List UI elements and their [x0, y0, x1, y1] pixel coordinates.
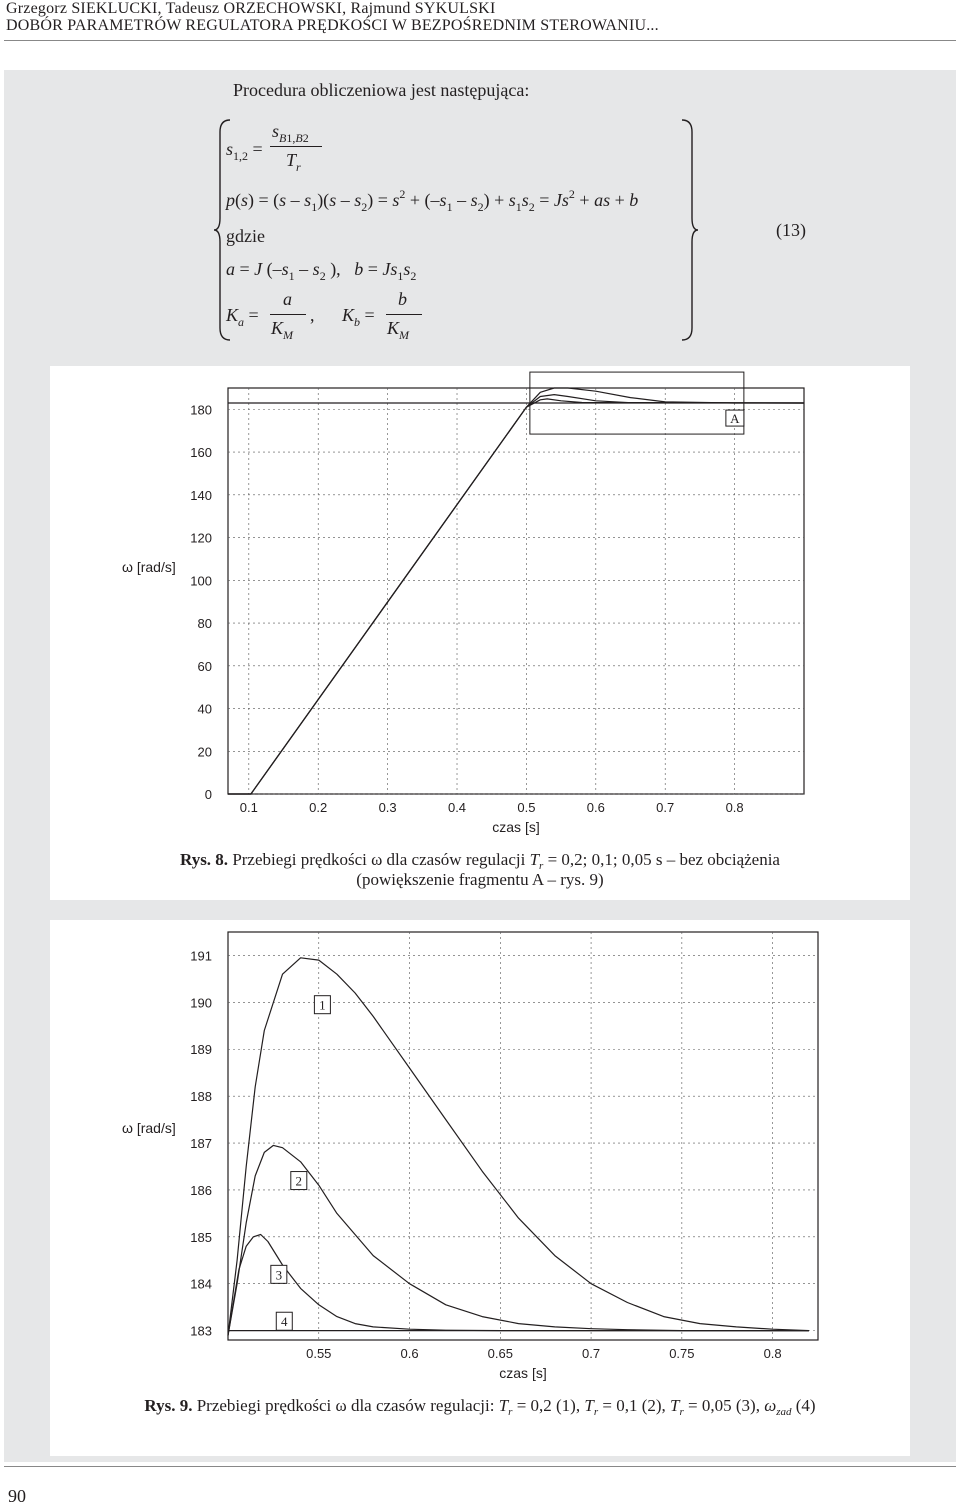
x-tick-label: 0.75: [669, 1346, 695, 1361]
running-header-authors: Grzegorz SIEKLUCKI, Tadeusz ORZECHOWSKI, Rajmund SYKULSKI: [6, 0, 496, 17]
series-line-3: [228, 1235, 809, 1336]
y-tick-label: 160: [190, 445, 212, 461]
y-tick-label: 187: [190, 1136, 212, 1152]
running-header-title: DOBÓR PARAMETRÓW REGULATORA PRĘDKOŚCI W BEZPOŚREDNIM STEROWANIU...: [6, 17, 659, 34]
plot-frame: [228, 932, 818, 1340]
y-tick-label: 186: [190, 1182, 212, 1198]
x-tick-label: 0.4: [447, 800, 467, 815]
curve-label: 4: [281, 1314, 288, 1330]
x-tick-label: 0.6: [586, 800, 605, 815]
x-tick-label: 0.8: [763, 1346, 782, 1361]
y-tick-label: 120: [190, 530, 212, 546]
x-tick-label: 0.6: [400, 1346, 419, 1361]
y-tick-label: 80: [197, 616, 212, 632]
y-tick-label: 100: [190, 573, 212, 589]
y-tick-label: 188: [190, 1089, 212, 1105]
eq-comma: ,: [310, 305, 315, 325]
figure-8-caption-values: = 0,2; 0,1; 0,05 s – bez obciążenia: [547, 850, 780, 869]
y-tick-label: 191: [190, 948, 212, 964]
series-line-1: [228, 958, 809, 1336]
y-tick-label: 180: [190, 402, 212, 418]
eq-kb-numerator: b: [398, 289, 407, 309]
y-axis-label: ω [rad/s]: [122, 559, 176, 575]
y-tick-label: 189: [190, 1042, 212, 1058]
eq-gdzie: gdzie: [226, 226, 265, 246]
series-line-1: [228, 388, 804, 794]
curve-label: 2: [295, 1173, 303, 1189]
curve-label: 1: [319, 997, 326, 1013]
zoom-label: A: [730, 411, 740, 427]
y-tick-label: 184: [190, 1276, 212, 1292]
x-tick-label: 0.8: [725, 800, 744, 815]
x-tick-label: 0.2: [309, 800, 328, 815]
figure-9-chart: [50, 920, 910, 1456]
y-tick-label: 40: [197, 701, 212, 717]
eq-ka-numerator: a: [283, 289, 292, 309]
x-tick-label: 0.5: [517, 800, 536, 815]
eq-characteristic-polynomial: $p(s) = (s - s_1)(s - s_2) = s^2 + (-s_1 - s_2) + s_1s_2 = Js^2$ + as + b: [226, 187, 639, 214]
equation-number: (13): [776, 220, 806, 240]
y-tick-label: 183: [190, 1323, 212, 1339]
figure-8-caption: Rys. 8. Przebiegi prędkości ω dla czasów regulacji $T_r = 0,2$; 0,1; 0,05 s – bez obciążenia (powiększenie fragmentu A – rys. 9): [180, 850, 780, 889]
y-axis-label: ω [rad/s]: [122, 1120, 176, 1136]
plot-frame: [228, 388, 804, 794]
right-brace-icon: [676, 118, 700, 342]
page-number: 90: [8, 1486, 26, 1506]
eq-s12-numerator: $s_{B1,B2}$: [272, 121, 309, 145]
y-tick-label: 20: [197, 744, 212, 760]
eq-kb: $K_b$ =: [342, 305, 375, 329]
x-tick-label: 0.55: [306, 1346, 332, 1361]
fraction-line: [386, 314, 422, 315]
eq-s12-denominator: $T_r$: [286, 150, 301, 174]
x-tick-label: 0.65: [487, 1346, 513, 1361]
figure-9-label: Rys. 9.: [144, 1396, 193, 1415]
eq-ka-denominator: $K_M$: [271, 318, 294, 342]
eq-ka: $K_a$ =: [226, 305, 259, 329]
x-tick-label: 0.7: [656, 800, 675, 815]
figure-8-caption-text: Przebiegi prędkości ω dla czasów regulacji: [232, 850, 526, 869]
figure-8: [50, 366, 910, 900]
x-axis-label: czas [s]: [492, 819, 540, 835]
x-tick-label: 0.1: [239, 800, 258, 815]
x-tick-label: 0.7: [582, 1346, 601, 1361]
curve-label: 3: [275, 1267, 283, 1283]
figure-8-caption-line2: (powiększenie fragmentu A – rys. 9): [356, 870, 604, 889]
eq-s12: $s_{1,2}$ =: [226, 139, 263, 163]
series-line-2: [228, 1145, 809, 1335]
y-tick-label: 190: [190, 995, 212, 1011]
figure-9: [50, 920, 910, 1456]
header-rule: [4, 40, 956, 41]
y-tick-label: 185: [190, 1229, 212, 1245]
x-tick-label: 0.3: [378, 800, 397, 815]
eq-a-b-definitions: a = J ($-s_1 - s_2$ ), $b = Js_1s_2$: [226, 259, 417, 283]
eq-kb-denominator: $K_M$: [387, 318, 410, 342]
x-axis-label: czas [s]: [499, 1365, 547, 1381]
y-tick-label: 60: [197, 658, 212, 674]
series-line-2: [228, 395, 804, 794]
fraction-line: [270, 314, 306, 315]
footer-rule: [4, 1466, 956, 1467]
intro-text: Procedura obliczeniowa jest następująca:: [233, 80, 530, 100]
fraction-line: [270, 146, 322, 147]
series-line-3: [228, 399, 804, 794]
y-tick-label: 140: [190, 487, 212, 503]
figure-8-label: Rys. 8.: [180, 850, 229, 869]
figure-8-chart: [50, 366, 910, 900]
figure-9-caption-text: Przebiegi prędkości ω dla czasów regulacji:: [196, 1396, 495, 1415]
figure-9-caption: Rys. 9. Przebiegi prędkości ω dla czasów regulacji: $T_r = 0,2$ (1), $T_r = 0,1$ (2), $T_r = 0,05$ (3), $\omega_{zad}$ (4): [144, 1396, 816, 1418]
y-tick-label: 0: [204, 787, 212, 802]
